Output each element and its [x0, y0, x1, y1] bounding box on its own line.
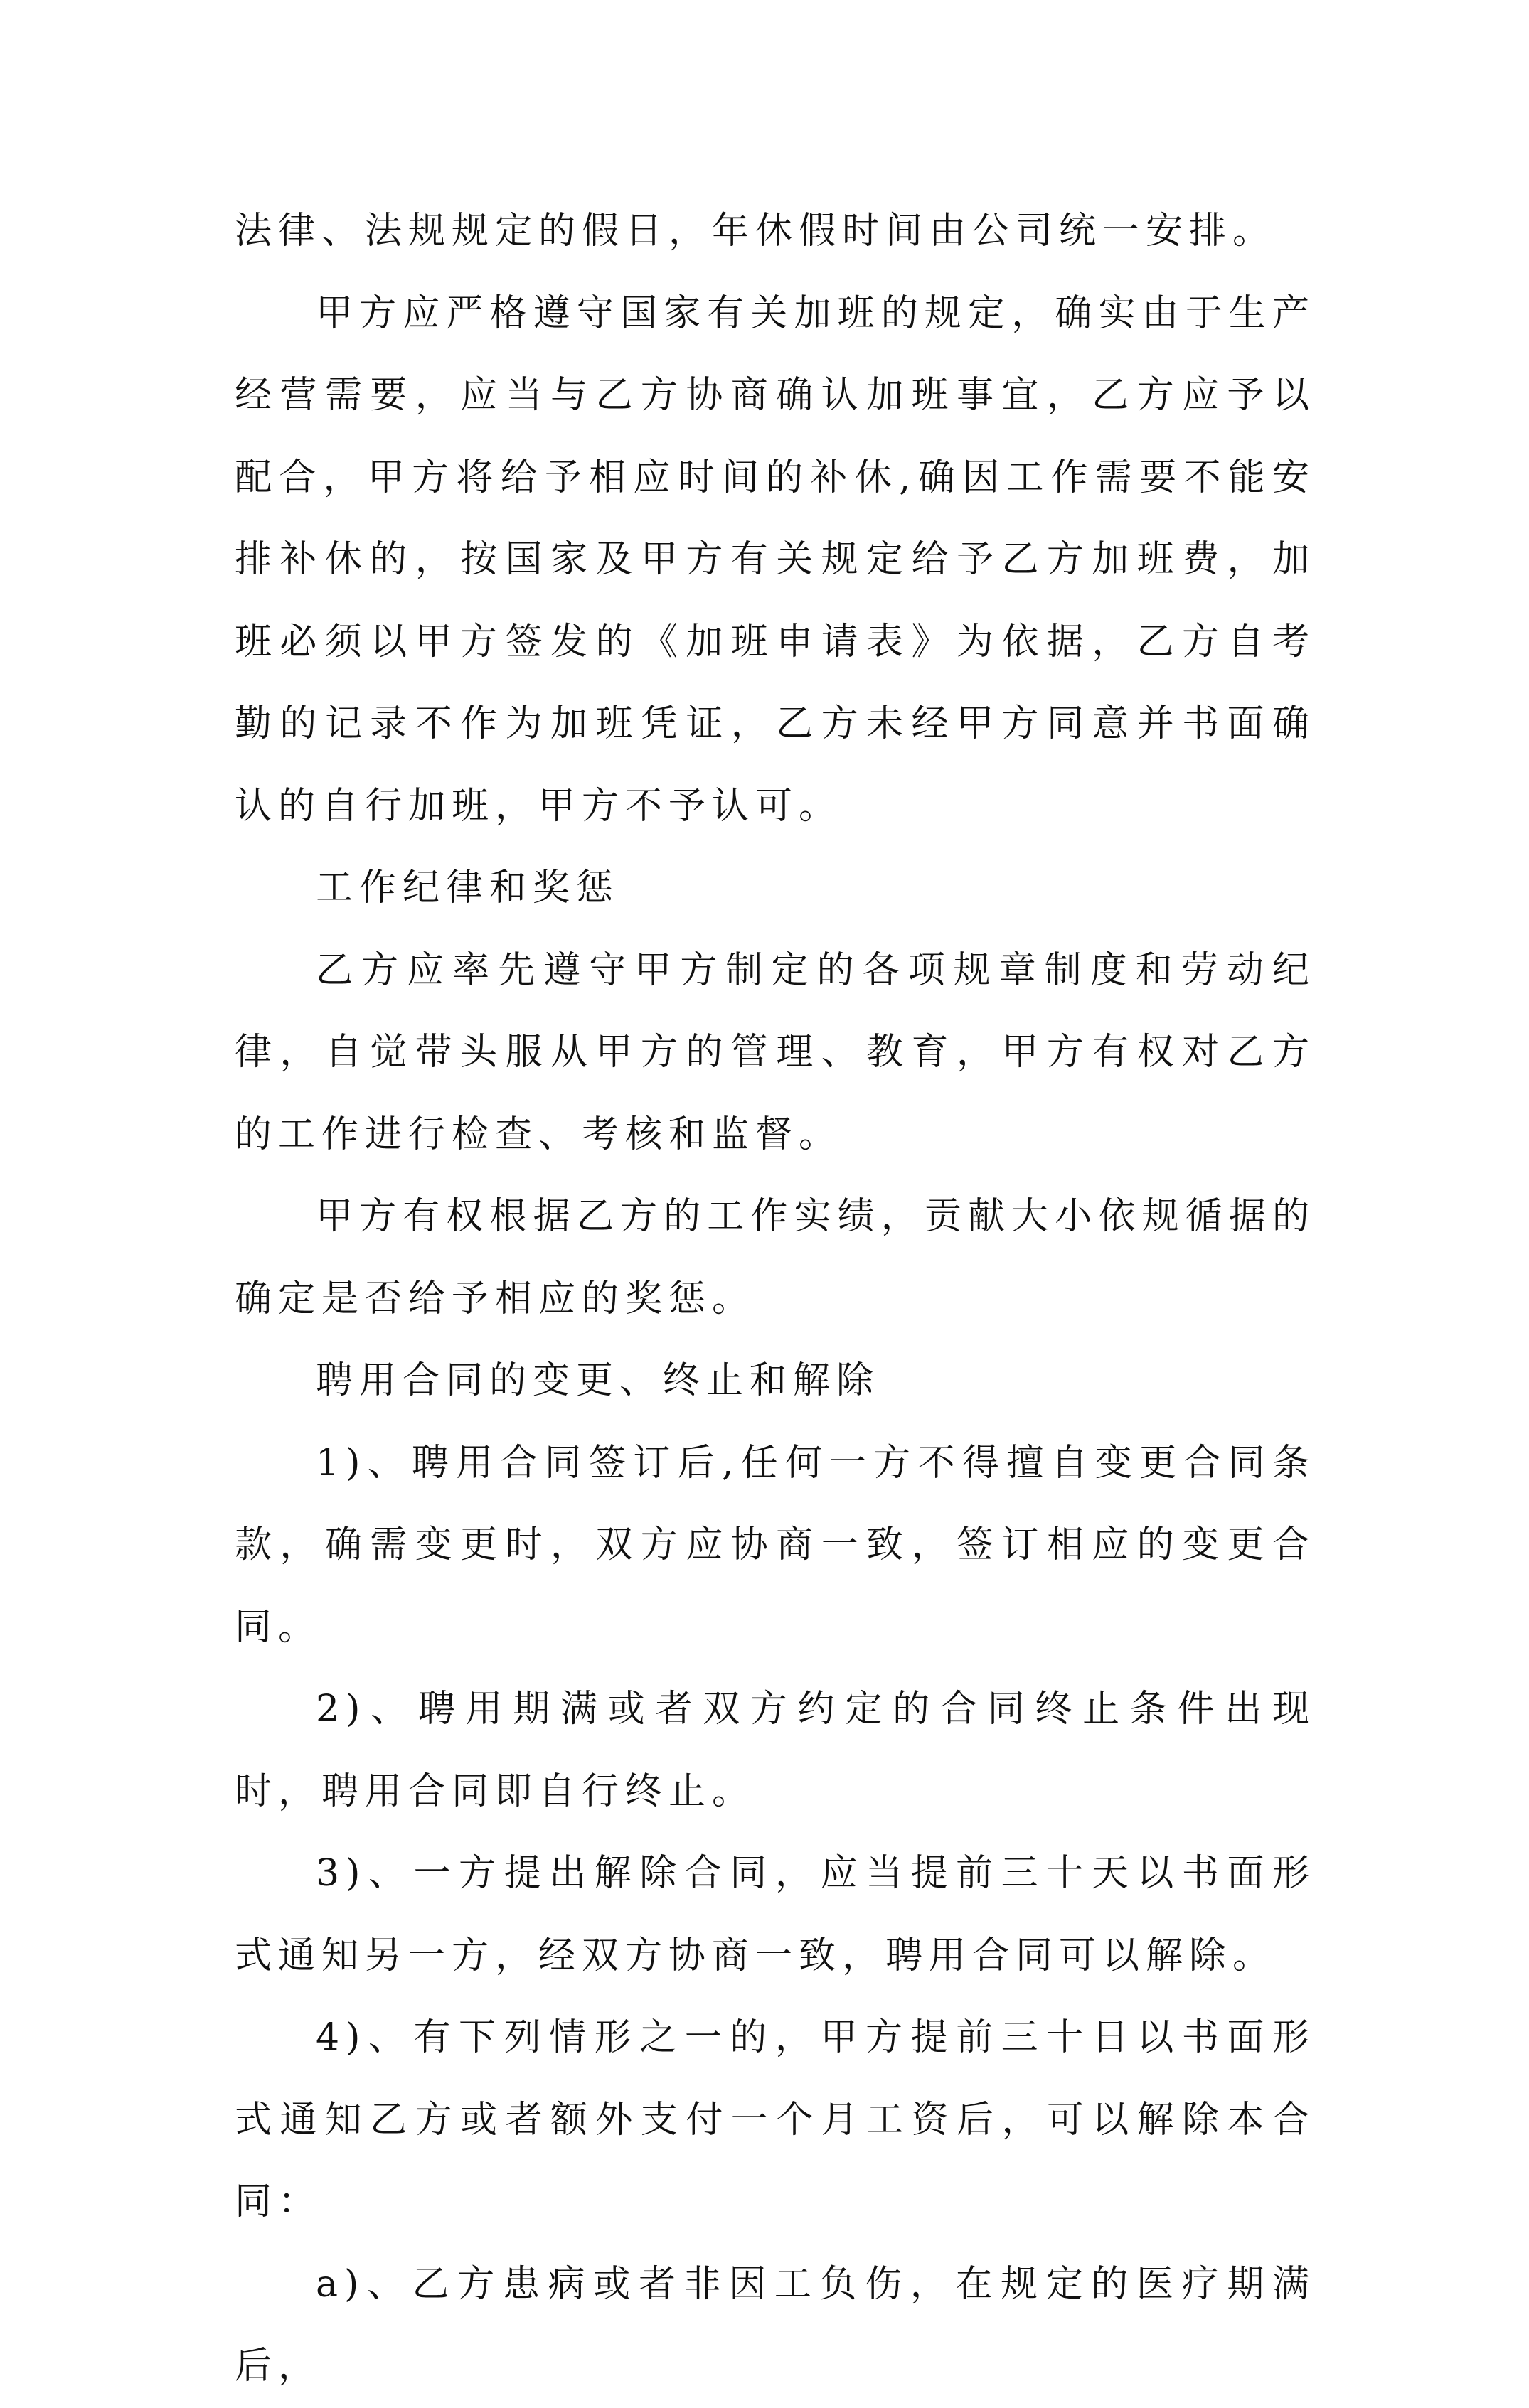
- clause-4a: a)、乙方患病或者非因工负伤，在规定的医疗期满后，: [235, 2262, 1316, 2387]
- clause-2: 2)、聘用期满或者双方约定的合同终止条件出现时，聘用合同即自行终止。: [235, 1688, 1316, 1813]
- paragraph-holidays: 法律、法规规定的假日，年休假时间由公司统一安排。: [235, 210, 1277, 252]
- section-heading-contract-change: 聘用合同的变更、终止和解除: [316, 1359, 880, 1402]
- paragraph-rewards: 甲方有权根据乙方的工作实绩，贡献大小依规循据的确定是否给予相应的奖惩。: [235, 1195, 1316, 1320]
- clause-1: 1)、聘用合同签订后,任何一方不得擅自变更合同条款，确需变更时，双方应协商一致，签订相应的变更合同。: [235, 1441, 1316, 1649]
- document-body: [235, 191, 1316, 2408]
- section-heading-discipline: 工作纪律和奖惩: [316, 867, 620, 909]
- clause-3: 3)、一方提出解除合同，应当提前三十天以书面形式通知另一方，经双方协商一致，聘用合同可以解除。: [235, 1852, 1316, 1977]
- paragraph-overtime: 甲方应严格遵守国家有关加班的规定，确实由于生产经营需要，应当与乙方协商确认加班事宜，乙方应予以配合，甲方将给予相应时间的补休,确因工作需要不能安排补休的，按国家及甲方有关规定给予乙方加班费，加班必须以甲方签发的《加班申请表》为依据，乙方自考勤的记录不作为加班凭证，乙方未经甲方同意并书面确认的自行加班，甲方不予认可。: [235, 291, 1316, 828]
- paragraph-discipline: 乙方应率先遵守甲方制定的各项规章制度和劳动纪律，自觉带头服从甲方的管理、教育，甲方有权对乙方的工作进行检查、考核和监督。: [235, 948, 1316, 1156]
- clause-4: 4)、有下列情形之一的，甲方提前三十日以书面形式通知乙方或者额外支付一个月工资后，可以解除本合同：: [235, 2016, 1316, 2223]
